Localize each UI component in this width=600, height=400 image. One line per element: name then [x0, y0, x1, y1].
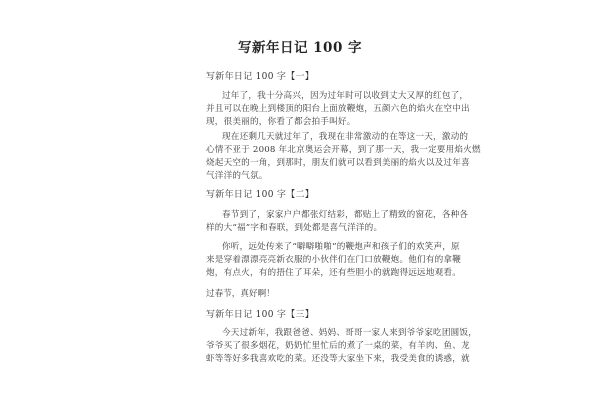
section-heading-3: 写新年日记 100 字【三】	[206, 310, 315, 320]
text-line: 现在还剩几天就过年了，我现在非常激动的在等这一天，激动的	[222, 132, 469, 142]
text-line: 并且可以在晚上到楼顶的阳台上面放鞭炮，五颜六色的焰火在空中出	[206, 104, 470, 114]
text-line: 心情不亚于 2008 年北京奥运会开幕，到了那一天，我一定要用焰火燃	[206, 145, 481, 155]
text-line: 今天过新年，我跟爸爸、妈妈、哥哥一家人来到爷爷家吃团圆饭，	[222, 328, 478, 338]
section-2-paragraph-2	[206, 241, 462, 280]
text-line: 气洋洋的气氛。	[206, 171, 268, 181]
page-title: 写新年日记 100 字	[237, 40, 363, 56]
text-line: 你听，远处传来了“噼噼啪啪”的鞭炮声和孩子们的欢笑声，原	[222, 242, 460, 252]
section-2-paragraph-1	[206, 209, 469, 235]
section-heading-1: 写新年日记 100 字【一】	[206, 72, 315, 82]
text-line: 烧起天空的一角，到那时，朋友们就可以看到美丽的焰火以及过年喜	[206, 158, 470, 168]
text-line: 过年了，我十分高兴，因为过年时可以收到丈大又厚的红包了，	[222, 91, 469, 101]
section-3-paragraph-1	[206, 327, 478, 366]
text-line: 爷爷买了很多烟花，奶奶忙里忙后的煮了一桌的菜，有羊肉、鱼、龙	[206, 341, 470, 351]
section-2-closing: 过春节，真好啊！	[206, 289, 275, 299]
text-line: 现，很美丽的，你看了都会拍手叫好。	[206, 117, 356, 127]
text-line: 样的大“福”字和春联，到处都是喜气洋洋的。	[206, 223, 383, 233]
section-heading-2: 写新年日记 100 字【二】	[206, 190, 315, 200]
section-1-paragraph-2	[206, 131, 481, 183]
text-line: 春节到了，家家户户都张灯结彩，都贴上了精致的窗花，各种各	[222, 210, 469, 220]
section-1-paragraph-1	[206, 90, 470, 129]
text-line: 虾等等好多我喜欢吃的菜。还没等大家坐下来，我受美食的诱惑，就	[206, 354, 470, 364]
text-line: 来是穿着漂漂亮亮新衣服的小伙伴们在门口放鞭炮。他们有的拿鞭	[206, 255, 462, 265]
text-line: 炮，有点火，有的捂住了耳朵，还有些胆小的就跑得远远地观看。	[206, 268, 462, 278]
